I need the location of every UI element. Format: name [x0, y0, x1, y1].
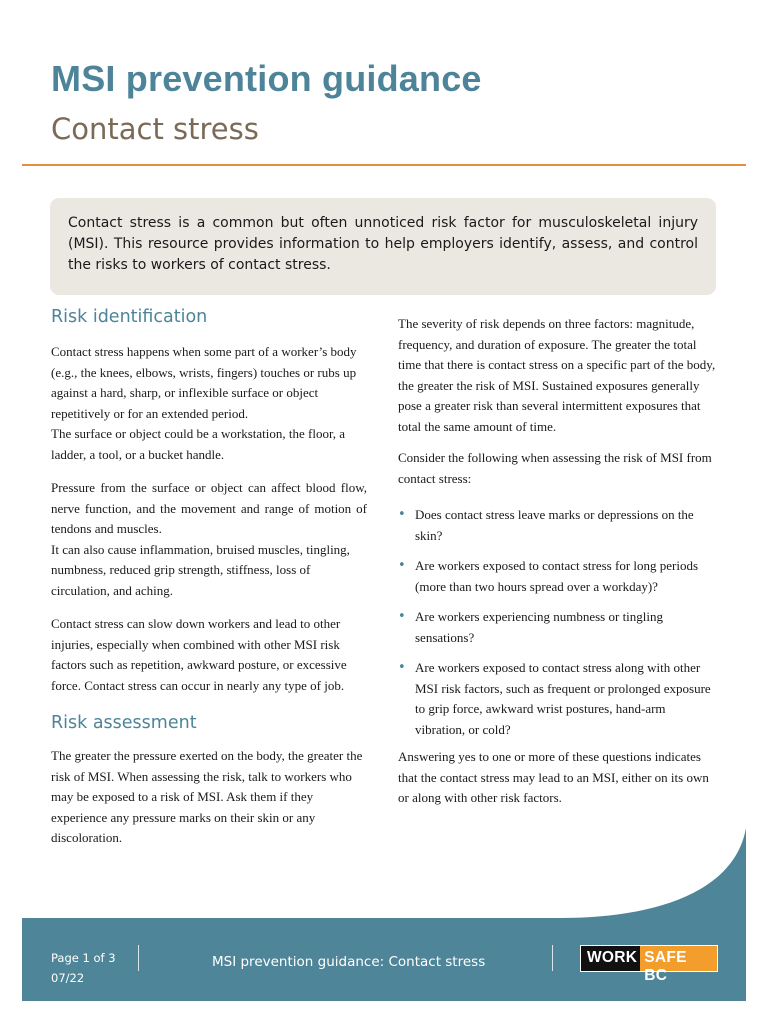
- right-column: [398, 314, 716, 809]
- risk-identification-paragraph-1a: Contact stress happens when some part of a worker’s body (e.g., the knees, elbows, wrists, fingers) touches or rubs up against a hard, sharp, or inflexible surface or object repetitively or for an extended period.: [51, 344, 357, 421]
- list-item: • Are workers experiencing numbness or tingling sensations?: [398, 607, 716, 648]
- footer-wave-decoration: [0, 820, 768, 920]
- risk-identification-paragraph-2b: It can also cause inflammation, bruised muscles, tingling, numbness, reduced grip strength, stiffness, loss of circulation, and aching.: [51, 541, 350, 598]
- page-number: Page 1 of 3: [51, 951, 116, 965]
- list-item: • Does contact stress leave marks or depressions on the skin?: [398, 505, 716, 546]
- document-subtitle: Contact stress: [51, 112, 259, 146]
- risk-identification-paragraph-3: Contact stress can slow down workers and lead to other injuries, especially when combined with other MSI risk factors such as repetition, awkward posture, or excessive force. Contact stress can occur in nearly any type of job.: [51, 616, 347, 693]
- risk-identification-paragraph-1b: The surface or object could be a workstation, the floor, a ladder, a tool, or a bucket handle.: [51, 426, 346, 462]
- left-column: [51, 306, 367, 849]
- risk-identification-paragraph-2a: Pressure from the surface or object can affect blood flow, nerve function, and the movement and range of motion of tendons and muscles.: [51, 480, 367, 536]
- list-item: • Are workers exposed to contact stress for long periods (more than two hours spread over a workday)?: [398, 556, 716, 597]
- consider-paragraph: Consider the following when assessing the risk of MSI from contact stress:: [398, 450, 712, 486]
- logo-safebc: SAFE BC: [640, 946, 717, 971]
- page-footer: [22, 918, 746, 1001]
- severity-paragraph: The severity of risk depends on three factors: magnitude, frequency, and duration of exposure. The greater the total time that there is contact stress on a specific part of the body, the greater the risk of MSI. Sustained exposures generally pose a greater risk than several intermittent exposures that total the same amount of time.: [398, 316, 716, 434]
- assessment-questions-list: [398, 505, 716, 740]
- page-info: [51, 948, 116, 988]
- conclusion-paragraph: Answering yes to one or more of these questions indicates that the contact stress may lead to an MSI, either on its own or along with other risk factors.: [398, 749, 709, 805]
- footer-divider-right: [552, 945, 553, 971]
- list-item: • Are workers exposed to contact stress along with other MSI risk factors, such as frequent or prolonged exposure to grip force, awkward wrist postures, hand-arm vibration, or cold?: [398, 658, 716, 740]
- logo-work: WORK: [581, 946, 640, 971]
- section-heading-risk-identification: Risk identification: [51, 307, 208, 327]
- section-heading-risk-assessment: Risk assessment: [51, 713, 197, 733]
- worksafebc-logo: [580, 945, 718, 984]
- risk-assessment-paragraph-1: The greater the pressure exerted on the body, the greater the risk of MSI. When assessing the risk, talk to workers who may be exposed to a risk of MSI. Ask them if they experience any pressure marks on their skin or any discoloration.: [51, 748, 363, 845]
- document-title: MSI prevention guidance: [51, 58, 482, 99]
- document-date: 07/22: [51, 971, 85, 985]
- header-divider: [22, 164, 746, 166]
- intro-box: Contact stress is a common but often unnoticed risk factor for musculoskeletal injury (MSI). This resource provides information to help employers identify, assess, and control the risks to workers of contact stress.: [50, 198, 716, 295]
- footer-divider-left: [138, 945, 139, 971]
- footer-document-title: MSI prevention guidance: Contact stress: [212, 954, 486, 970]
